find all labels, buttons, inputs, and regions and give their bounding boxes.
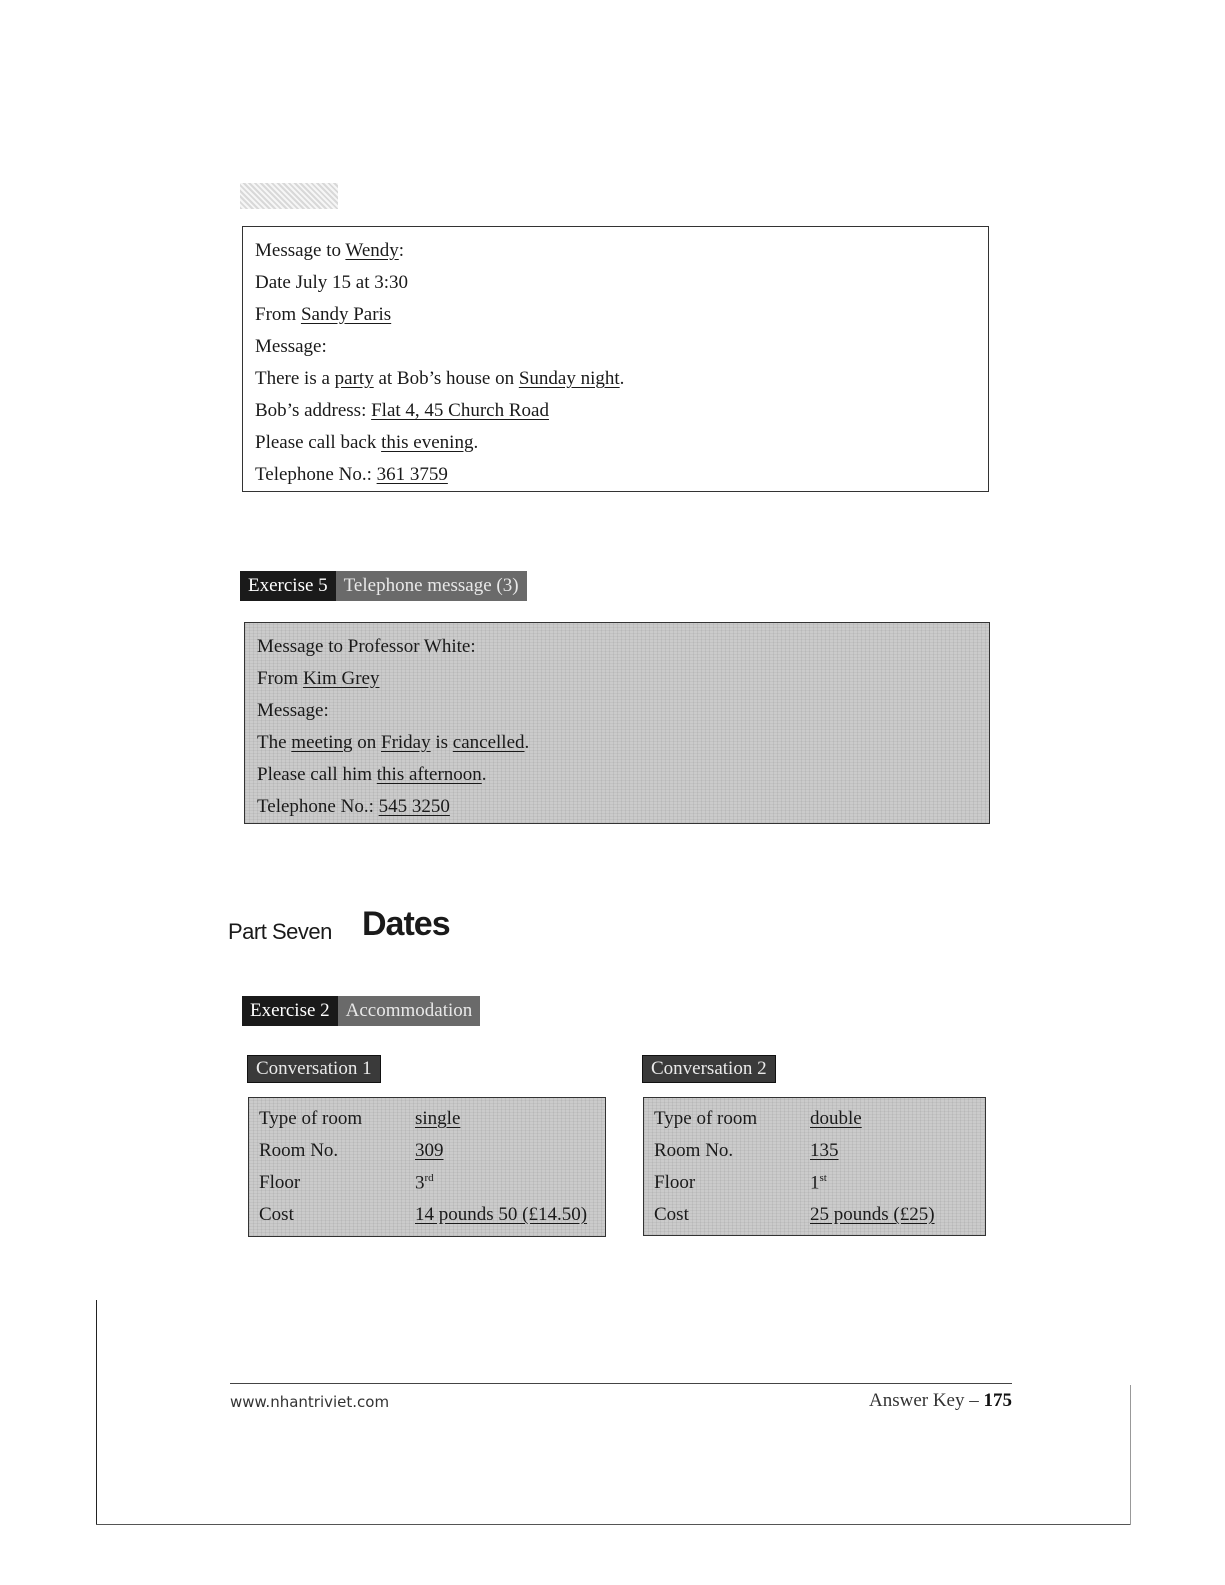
message-line: From Kim Grey [257,668,380,689]
faded-exercise-tab [240,183,338,209]
exercise-number: Exercise 5 [240,571,336,601]
message-line: Message: [257,700,329,721]
message-line: Telephone No.: 545 3250 [257,796,450,817]
conversation-1-label: Conversation 1 [247,1055,381,1083]
conversation-2-table: Type of room double Room No. 135 Floor 1st Cost 25 pounds (£25) [643,1097,986,1236]
exercise-title: Accommodation [338,996,481,1026]
message-line: Message to Professor White: [257,636,476,657]
part-label: Part Seven [228,919,332,944]
conversation-1-table: Type of room single Room No. 309 Floor 3rd Cost 14 pounds 50 (£14.50) [248,1097,606,1237]
conversation-2-label: Conversation 2 [642,1055,776,1083]
exercise-title: Telephone message (3) [336,571,527,601]
message-line: Please call him this afternoon. [257,764,487,785]
page-frame-right [1130,1385,1131,1525]
message-line: From Sandy Paris [255,304,392,325]
message-box-professor-white [244,622,990,824]
footer-page-info [869,1390,1012,1412]
message-line: Please call back this evening. [255,432,479,453]
message-line: There is a party at Bob’s house on Sunday night. [255,368,625,389]
exercise-5-header [240,571,527,601]
footer-section: Answer Key – [868,1390,979,1411]
page-frame-bottom [96,1524,1131,1525]
message-line: Message: [255,336,327,357]
message-line: Bob’s address: Flat 4, 45 Church Road [255,400,549,421]
exercise-2-header [242,996,480,1026]
footer-rule [230,1383,1012,1384]
message-line: Date July 15 at 3:30 [255,272,409,293]
page-frame-left [96,1300,97,1525]
message-line: Message to Wendy: [255,240,405,261]
page-number: 175 [983,1390,1012,1411]
message-line: The meeting on Friday is cancelled. [257,732,530,753]
section-name: Dates [362,905,450,943]
exercise-number: Exercise 2 [242,996,338,1026]
message-box-wendy [242,226,989,492]
message-line: Telephone No.: 361 3759 [255,464,448,485]
footer-website: www.nhantriviet.com [230,1393,390,1411]
